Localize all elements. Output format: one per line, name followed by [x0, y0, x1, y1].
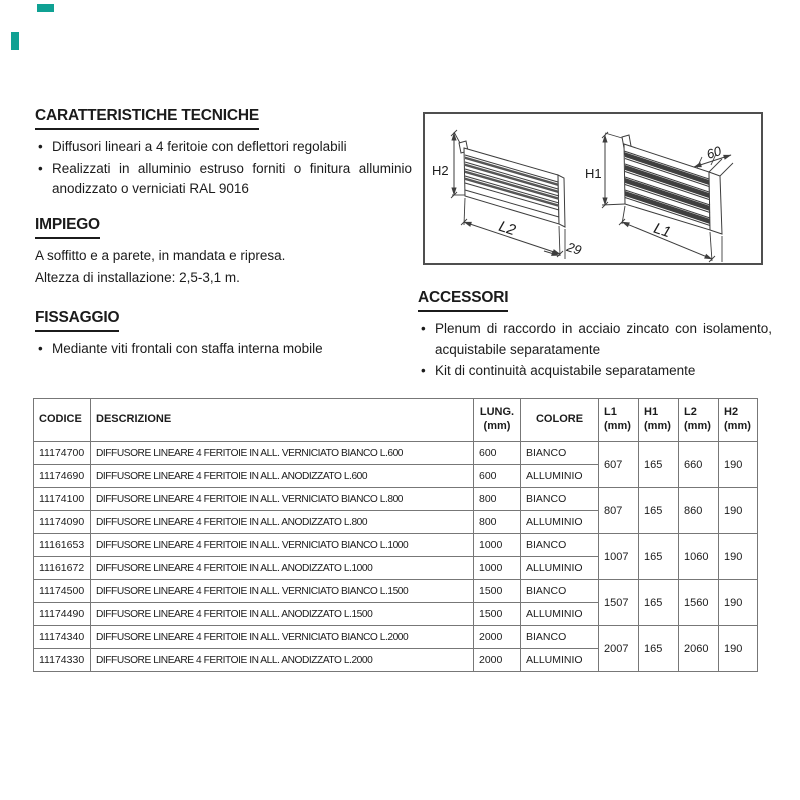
descrizione-cell: DIFFUSORE LINEARE 4 FERITOIE IN ALL. VERNICIATO BIANCO L.600 — [91, 442, 474, 465]
header-unit: (mm) — [644, 420, 671, 432]
h2-cell: 190 — [719, 626, 758, 672]
dim-label-l1: L1 — [651, 219, 673, 242]
header-label: L1 — [604, 406, 617, 419]
header-h1 — [639, 399, 679, 442]
lung-cell: 800 — [474, 511, 521, 534]
h2-cell: 190 — [719, 534, 758, 580]
h1-cell: 165 — [639, 626, 679, 672]
codice-cell: 11174490 — [34, 603, 91, 626]
section-impiego — [35, 213, 412, 288]
header-unit: (mm) — [604, 420, 631, 432]
descrizione-cell: DIFFUSORE LINEARE 4 FERITOIE IN ALL. ANODIZZATO L.1500 — [91, 603, 474, 626]
technical-drawing-box — [423, 112, 763, 265]
h1-cell: 165 — [639, 580, 679, 626]
h1-cell: 165 — [639, 442, 679, 488]
lung-cell: 600 — [474, 442, 521, 465]
h2-cell: 190 — [719, 442, 758, 488]
section-title: ACCESSORI — [418, 286, 508, 312]
l2-cell: 660 — [679, 442, 719, 488]
descrizione-cell: DIFFUSORE LINEARE 4 FERITOIE IN ALL. ANODIZZATO L.1000 — [91, 557, 474, 580]
header-label: H1 — [644, 406, 659, 419]
codice-cell: 11174340 — [34, 626, 91, 649]
scan-artifact-mark — [11, 32, 19, 50]
descrizione-cell: DIFFUSORE LINEARE 4 FERITOIE IN ALL. VERNICIATO BIANCO L.2000 — [91, 626, 474, 649]
colore-cell: BIANCO — [521, 580, 599, 603]
codice-cell: 11161672 — [34, 557, 91, 580]
colore-cell: ALLUMINIO — [521, 511, 599, 534]
table-row — [34, 534, 758, 557]
section-fissaggio — [35, 306, 412, 360]
codice-cell: 11174690 — [34, 465, 91, 488]
section-title: IMPIEGO — [35, 213, 100, 239]
header-unit: (mm) — [724, 420, 751, 432]
lung-cell: 1000 — [474, 534, 521, 557]
header-label: LUNG. — [479, 406, 515, 419]
dim-label-h2: H2 — [432, 163, 449, 178]
dim-label-l2: L2 — [496, 217, 518, 240]
header-l1 — [599, 399, 639, 442]
colore-cell: BIANCO — [521, 442, 599, 465]
section-accessori — [418, 286, 772, 382]
colore-cell: ALLUMINIO — [521, 557, 599, 580]
table-row — [34, 580, 758, 603]
h1-cell: 165 — [639, 534, 679, 580]
header-codice: CODICE — [34, 399, 91, 442]
codice-cell: 11174500 — [34, 580, 91, 603]
header-unit: (mm) — [483, 420, 511, 432]
colore-cell: ALLUMINIO — [521, 649, 599, 672]
section-caratteristiche — [35, 104, 412, 199]
l1-cell: 1507 — [599, 580, 639, 626]
codice-cell: 11174090 — [34, 511, 91, 534]
left-text-column — [35, 104, 412, 373]
section-title: FISSAGGIO — [35, 306, 119, 332]
l2-cell: 1560 — [679, 580, 719, 626]
header-descrizione: DESCRIZIONE — [91, 399, 474, 442]
header-label: L2 — [684, 406, 697, 419]
dim-label-60: 60 — [704, 143, 724, 162]
lung-cell: 800 — [474, 488, 521, 511]
lung-cell: 2000 — [474, 626, 521, 649]
l2-cell: 860 — [679, 488, 719, 534]
descrizione-cell: DIFFUSORE LINEARE 4 FERITOIE IN ALL. VERNICIATO BIANCO L.1500 — [91, 580, 474, 603]
h2-cell: 190 — [719, 488, 758, 534]
header-h2 — [719, 399, 758, 442]
colore-cell: BIANCO — [521, 534, 599, 557]
descrizione-cell: DIFFUSORE LINEARE 4 FERITOIE IN ALL. ANODIZZATO L.800 — [91, 511, 474, 534]
bullet-item: • Diffusori lineari a 4 feritoie con deflettori regolabili — [35, 137, 412, 157]
table-row — [34, 626, 758, 649]
colore-cell: BIANCO — [521, 626, 599, 649]
scan-artifact-mark — [37, 4, 54, 12]
colore-cell: ALLUMINIO — [521, 603, 599, 626]
header-l2 — [679, 399, 719, 442]
bullet-item: • Mediante viti frontali con staffa interna mobile — [35, 339, 412, 359]
codice-cell: 11161653 — [34, 534, 91, 557]
table-row — [34, 442, 758, 465]
l1-cell: 2007 — [599, 626, 639, 672]
lung-cell: 1500 — [474, 603, 521, 626]
l1-cell: 607 — [599, 442, 639, 488]
diffuser-isometric-drawing — [425, 114, 761, 263]
header-colore: COLORE — [521, 399, 599, 442]
table-row — [34, 488, 758, 511]
text-line: Altezza di installazione: 2,5-3,1 m. — [35, 269, 240, 285]
descrizione-cell: DIFFUSORE LINEARE 4 FERITOIE IN ALL. ANODIZZATO L.2000 — [91, 649, 474, 672]
table-header-row — [34, 399, 758, 442]
bullet-item: • Kit di continuità acquistabile separatamente — [418, 361, 772, 381]
dim-label-29: 29 — [564, 239, 584, 258]
l2-cell: 1060 — [679, 534, 719, 580]
lung-cell: 1000 — [474, 557, 521, 580]
lung-cell: 1500 — [474, 580, 521, 603]
bullet-item: • Plenum di raccordo in acciaio zincato con isolamento, acquistabile separatamente — [418, 319, 772, 360]
descrizione-cell: DIFFUSORE LINEARE 4 FERITOIE IN ALL. VERNICIATO BIANCO L.1000 — [91, 534, 474, 557]
header-lung — [474, 399, 521, 442]
product-spec-table — [33, 398, 758, 672]
l1-cell: 1007 — [599, 534, 639, 580]
lung-cell: 600 — [474, 465, 521, 488]
codice-cell: 11174330 — [34, 649, 91, 672]
colore-cell: BIANCO — [521, 488, 599, 511]
h1-cell: 165 — [639, 488, 679, 534]
descrizione-cell: DIFFUSORE LINEARE 4 FERITOIE IN ALL. VERNICIATO BIANCO L.800 — [91, 488, 474, 511]
lung-cell: 2000 — [474, 649, 521, 672]
colore-cell: ALLUMINIO — [521, 465, 599, 488]
bullet-item: • Realizzati in alluminio estruso forniti o finitura alluminio anodizzato o verniciati RAL 9016 — [35, 159, 412, 200]
text-line: A soffitto e a parete, in mandata e ripresa. — [35, 248, 286, 264]
section-title: CARATTERISTICHE TECNICHE — [35, 104, 259, 130]
codice-cell: 11174700 — [34, 442, 91, 465]
codice-cell: 11174100 — [34, 488, 91, 511]
l2-cell: 2060 — [679, 626, 719, 672]
descrizione-cell: DIFFUSORE LINEARE 4 FERITOIE IN ALL. ANODIZZATO L.600 — [91, 465, 474, 488]
l1-cell: 807 — [599, 488, 639, 534]
dim-label-h1: H1 — [585, 166, 602, 181]
h2-cell: 190 — [719, 580, 758, 626]
header-label: H2 — [724, 406, 739, 419]
header-unit: (mm) — [684, 420, 711, 432]
